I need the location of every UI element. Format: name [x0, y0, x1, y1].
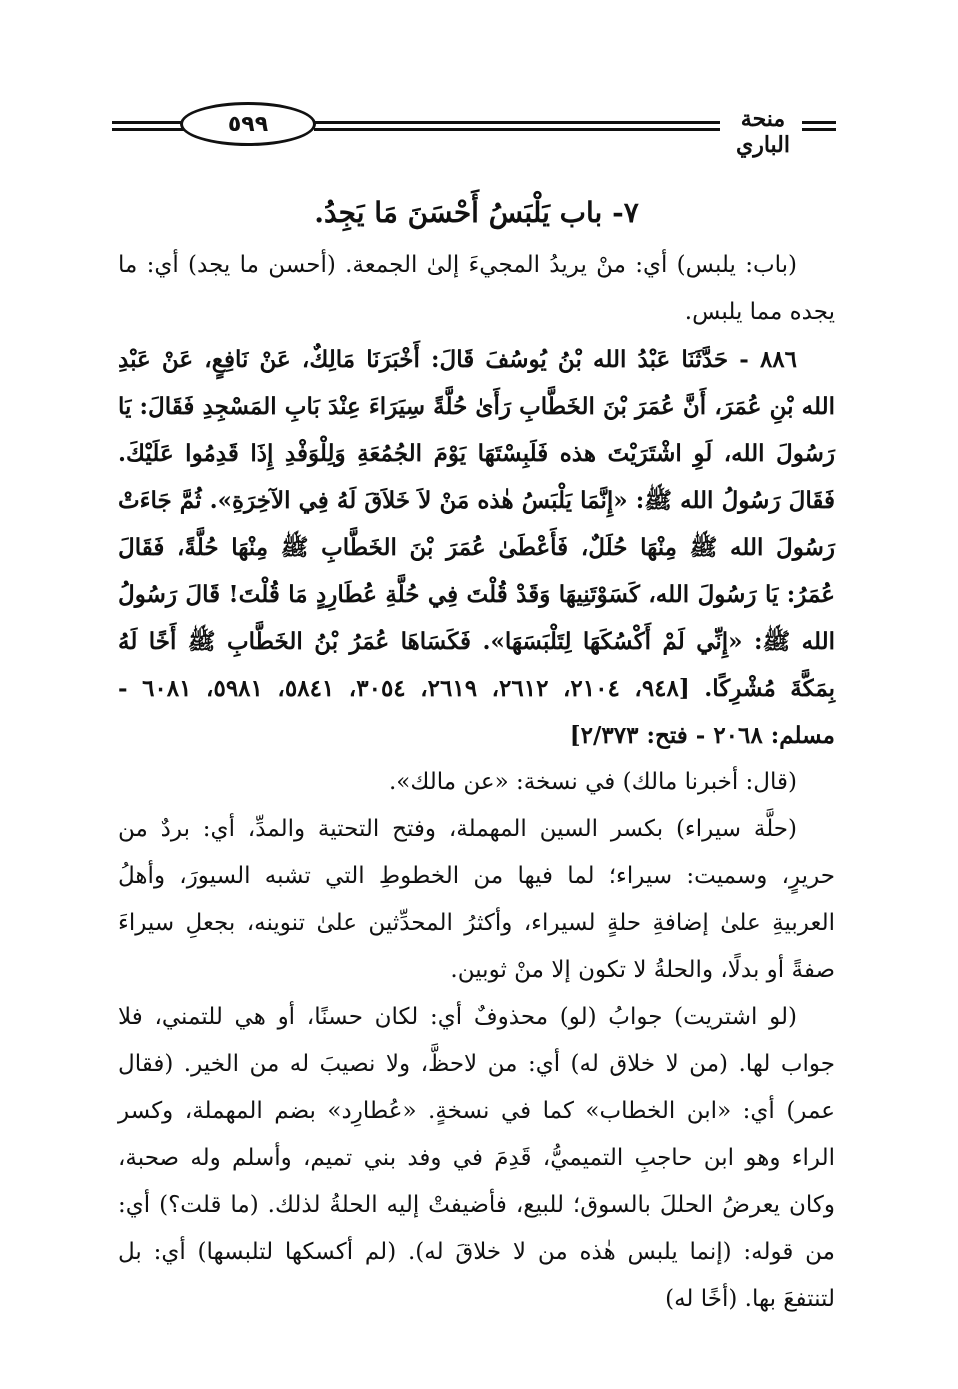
- chapter-title: ٧- باب يَلْبَسُ أَحْسَنَ مَا يَجِدُ.: [314, 196, 639, 229]
- header-rule-left: [112, 121, 184, 131]
- header-rule-right: [802, 121, 836, 131]
- commentary-paragraph-3: (حلَّة سيراء) بكسر السين المهملة، وفتح التحتية والمدِّ، أي: بردٌ من حريرٍ، وسميت: سيراء؛ لما فيها من الخطوطِ التي تشبه السيورَ، وأهلُ العربيةِ علىٰ إضافةِ حلةٍ لسيراء، وأكثرُ المحدِّثين علىٰ تنوينه، بجعلِ سيراءَ صفةً أو بدلًا، والحلةُ لا تكون إلا منْ ثوبين.: [118, 816, 835, 983]
- book-title: منحة الباري: [735, 106, 790, 158]
- running-header: [112, 94, 836, 158]
- page-body: [118, 186, 835, 1323]
- page-number-badge: [180, 102, 316, 146]
- commentary-paragraph-2: (قال: أخبرنا مالك) في نسخة: «عن مالك».: [388, 769, 797, 795]
- header-rule-middle: [314, 121, 720, 131]
- commentary-paragraph-4: (لو اشتريت) جوابُ (لو) محذوفٌ أي: لكان حسنًا، أو هي للتمني، فلا جواب لها. (من لا خلاق له) أي: من لاحظَّ، ولا نصيبَ له من الخير. (فقال عمر) أي: «ابن الخطاب» كما في نسخةٍ. «عُطارِد» بضم المهملة، وكسر الراء وهو ابن حاجبِ التميميُّ، قَدِمَ في وفد بني تميم، وأسلم وله صحبة، وكان يعرضُ الحللَ بالسوق؛ للبيع، فأضيفتْ إليه الحلةُ لذلك. (ما قلت؟) أي: من قوله: (إنما يلبس هٰذه من لا خلاقَ له). (لم أكسكها لتلبسها) أي: بل لتنتفعَ بها. (أخًا له): [118, 1004, 835, 1312]
- page-number: ٥٩٩: [227, 111, 269, 137]
- hadith-text: ٨٨٦ - حَدَّثَنَا عَبْدُ الله بْنُ يُوسُفَ قَالَ: أَخْبَرَنَا مَالِكٌ، عَنْ نَافِعٍ، عَنْ عَبْدِ الله بْنِ عُمَرَ، أَنَّ عُمَرَ بْنَ الخَطَّابِ رَأَىٰ حُلَّةً سِيَرَاءَ عِنْدَ بَابِ المَسْجِدِ فَقَالَ: يَا رَسُولَ الله، لَوِ اشْتَرَيْتَ هذه فَلَبِسْتَهَا يَوْمَ الجُمُعَةِ وَلِلْوَفْدِ إِذَا قَدِمُوا عَلَيْكَ. فَقَالَ رَسُولُ الله ﷺ: «إِنَّمَا يَلْبَسُ هٰذه مَنْ لاَ خَلاَقَ لَهُ فِي الآخِرَةِ». ثُمَّ جَاءَتْ رَسُولَ الله ﷺ مِنْهَا حُلَلٌ، فَأَعْطَىٰ عُمَرَ بْنَ الخَطَّابِ ﷺ مِنْهَا حُلَّةً، فَقَالَ عُمَرُ: يَا رَسُولَ الله، كَسَوْتَنِيهَا وَقَدْ قُلْتَ فِي حُلَّةِ عُطَارِدٍ مَا قُلْتَ! قَالَ رَسُولُ الله ﷺ: «إِنِّي لَمْ أَكْسُكَهَا لِتَلْبَسَهَا». فَكَسَاهَا عُمَرُ بْنُ الخَطَّابِ ﷺ أَخًا لَهُ بِمَكَّةَ مُشْرِكًا. [٩٤٨، ٢١٠٤، ٢٦١٢، ٢٦١٩، ٣٠٥٤، ٥٨٤١، ٥٩٨١، ٦٠٨١ - مسلم: ٢٠٦٨ - فتح: ٢/٣٧٣]: [118, 346, 836, 749]
- commentary-paragraph-1: (باب: يلبس) أي: منْ يريدُ المجيءَ إلىٰ الجمعة. (أحسن ما يجد) أي: ما يجده مما يلبس.: [118, 252, 835, 325]
